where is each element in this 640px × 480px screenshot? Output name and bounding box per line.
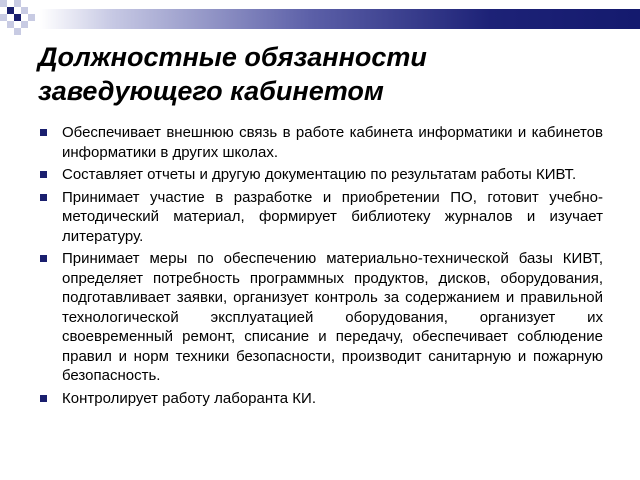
square-bullet-icon xyxy=(40,171,47,178)
deco-square xyxy=(14,0,21,7)
list-item-text: Контролирует работу лаборанта КИ. xyxy=(62,389,316,407)
deco-square xyxy=(14,28,21,35)
list-item-text: Принимает участие в разработке и приобретении ПО, готовит учебно-методический материал, формирует библиотеку журналов и изучает литературу. xyxy=(62,188,603,245)
duties-list xyxy=(36,123,603,411)
list-item-text: Принимает меры по обеспечению материально-технической базы КИВТ, определяет потребность программных продуктов, дисков, оборудования, подготавливает заявки, организует контроль за содержанием и правильной технологической эксплуатацией оборудования, организует их своевременный ремонт, списание и передачу, обеспечивает соблюдение правил и норм техники безопасности, производит санитарную и пожарную безопасность. xyxy=(62,250,603,384)
slide-title xyxy=(38,40,598,108)
list-item-text: Обеспечивает внешнюю связь в работе кабинета информатики и кабинетов информатики в других школах. xyxy=(62,124,603,161)
deco-square xyxy=(0,14,7,21)
deco-square xyxy=(21,7,28,14)
square-bullet-icon xyxy=(40,194,47,201)
slide-title-line-1: Должностные обязанности xyxy=(38,42,427,72)
deco-square xyxy=(14,14,21,21)
list-item xyxy=(36,188,603,247)
list-item xyxy=(36,123,603,162)
slide-title-line-2: заведующего кабинетом xyxy=(38,76,384,106)
deco-square xyxy=(0,0,7,7)
list-item xyxy=(36,165,603,185)
deco-square xyxy=(21,21,28,28)
header-gradient-bar xyxy=(40,9,640,29)
list-item xyxy=(36,249,603,386)
deco-square xyxy=(7,21,14,28)
square-bullet-icon xyxy=(40,395,47,402)
square-bullet-icon xyxy=(40,129,47,136)
square-bullet-icon xyxy=(40,255,47,262)
deco-square xyxy=(28,14,35,21)
list-item-text: Составляет отчеты и другую документацию по результатам работы КИВТ. xyxy=(62,166,577,183)
list-item xyxy=(36,389,603,409)
deco-square xyxy=(7,7,14,14)
